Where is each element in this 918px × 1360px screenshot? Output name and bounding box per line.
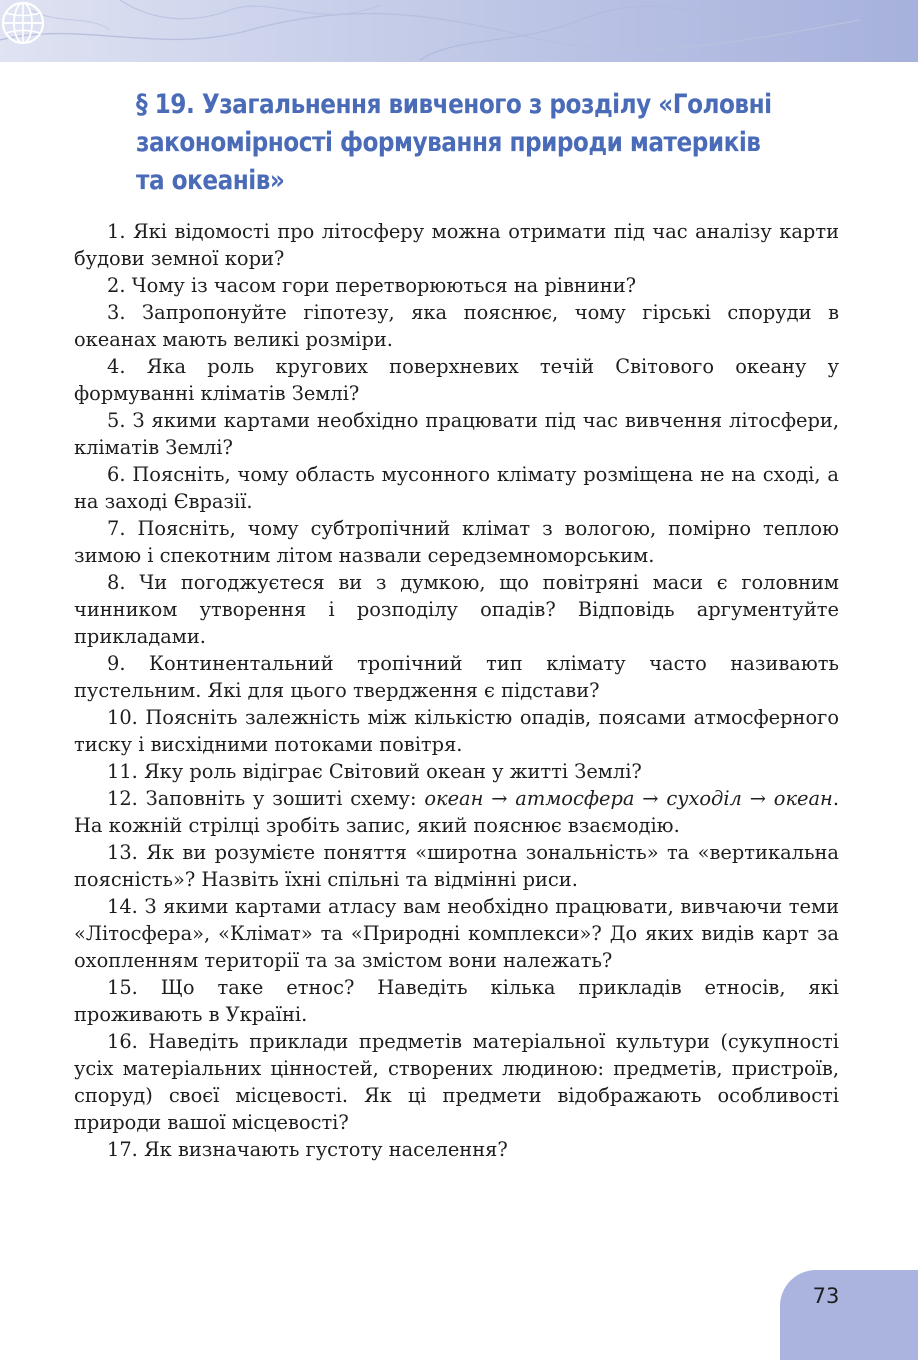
- question-item: 14. З якими картами атласу вам необхідно працювати, вивчаючи теми «Літосфера», «Клімат» та «Природні комплекси»? До яких видів карт за охопленням території та за змістом вони належать?: [74, 895, 839, 972]
- question-list: [74, 218, 839, 1163]
- question-item: 9. Континентальний тропічний тип клімату часто називають пустельним. Які для цього твердження є підстави?: [74, 652, 839, 702]
- question-item: 1. Які відомості про літосферу можна отримати під час аналізу карти будови земної кори?: [74, 220, 839, 270]
- question-item: [74, 785, 839, 839]
- page-number: 73: [812, 1284, 840, 1308]
- question-item: 8. Чи погоджуєтеся ви з думкою, що повітряні маси є головним чинником утворення і розподілу опадів? Відповідь аргументуйте прикладами.: [74, 571, 839, 648]
- question-item: 3. Запропонуйте гіпотезу, яка пояснює, чому гірські споруди в океанах мають великі розміри.: [74, 301, 839, 351]
- title-line: та океанів»: [136, 165, 285, 196]
- question-item: 17. Як визначають густоту населення?: [107, 1138, 508, 1161]
- question-item: 6. Поясніть, чому область мусонного клімату розміщена не на сході, а на заході Євразії.: [74, 463, 839, 513]
- page-number-tab: [780, 1270, 918, 1360]
- title-line: закономірності формування природи материків: [136, 127, 761, 158]
- globe-icon: [0, 0, 46, 46]
- question-item: 2. Чому із часом гори перетворюються на рівнини?: [107, 274, 637, 297]
- question-item: 13. Як ви розумієте поняття «широтна зональність» та «вертикальна поясність»? Назвіть їхні спільні та відмінні риси.: [74, 841, 839, 891]
- header-band: [0, 0, 918, 62]
- title-line: § 19. Узагальнення вивченого з розділу «Головні: [136, 89, 772, 120]
- question-item: 5. З якими картами необхідно працювати під час вивчення літосфери, кліматів Землі?: [74, 409, 839, 459]
- question-item: 16. Наведіть приклади предметів матеріальної культури (сукупності усіх матеріальних цінностей, створених людиною: предметів, пристроїв, споруд) своєї місцевості. Як ці предмети відображають особливості природи вашої місцевості?: [74, 1030, 839, 1134]
- question-text: 12. Заповніть у зошиті схему:: [107, 787, 425, 810]
- question-item: 10. Поясніть залежність між кількістю опадів, поясами атмосферного тиску і висхідними потоками повітря.: [74, 706, 839, 756]
- question-item: 7. Поясніть, чому субтропічний клімат з вологою, помірно теплою зимою і спекотним літом назвали середземноморським.: [74, 517, 839, 567]
- question-item: 15. Що таке етнос? Наведіть кілька прикладів етносів, які проживають в Україні.: [74, 976, 839, 1026]
- question-item: 11. Яку роль відіграє Світовий океан у житті Землі?: [107, 760, 642, 783]
- map-decoration: [0, 0, 918, 62]
- question-text: . На кожній стрілці зробіть запис, який пояснює взаємодію.: [74, 787, 839, 837]
- section-title: [136, 86, 772, 200]
- scheme-text: океан → атмосфера → суходіл → океан: [424, 787, 833, 810]
- question-item: 4. Яка роль кругових поверхневих течій Світового океану у формуванні кліматів Землі?: [74, 355, 839, 405]
